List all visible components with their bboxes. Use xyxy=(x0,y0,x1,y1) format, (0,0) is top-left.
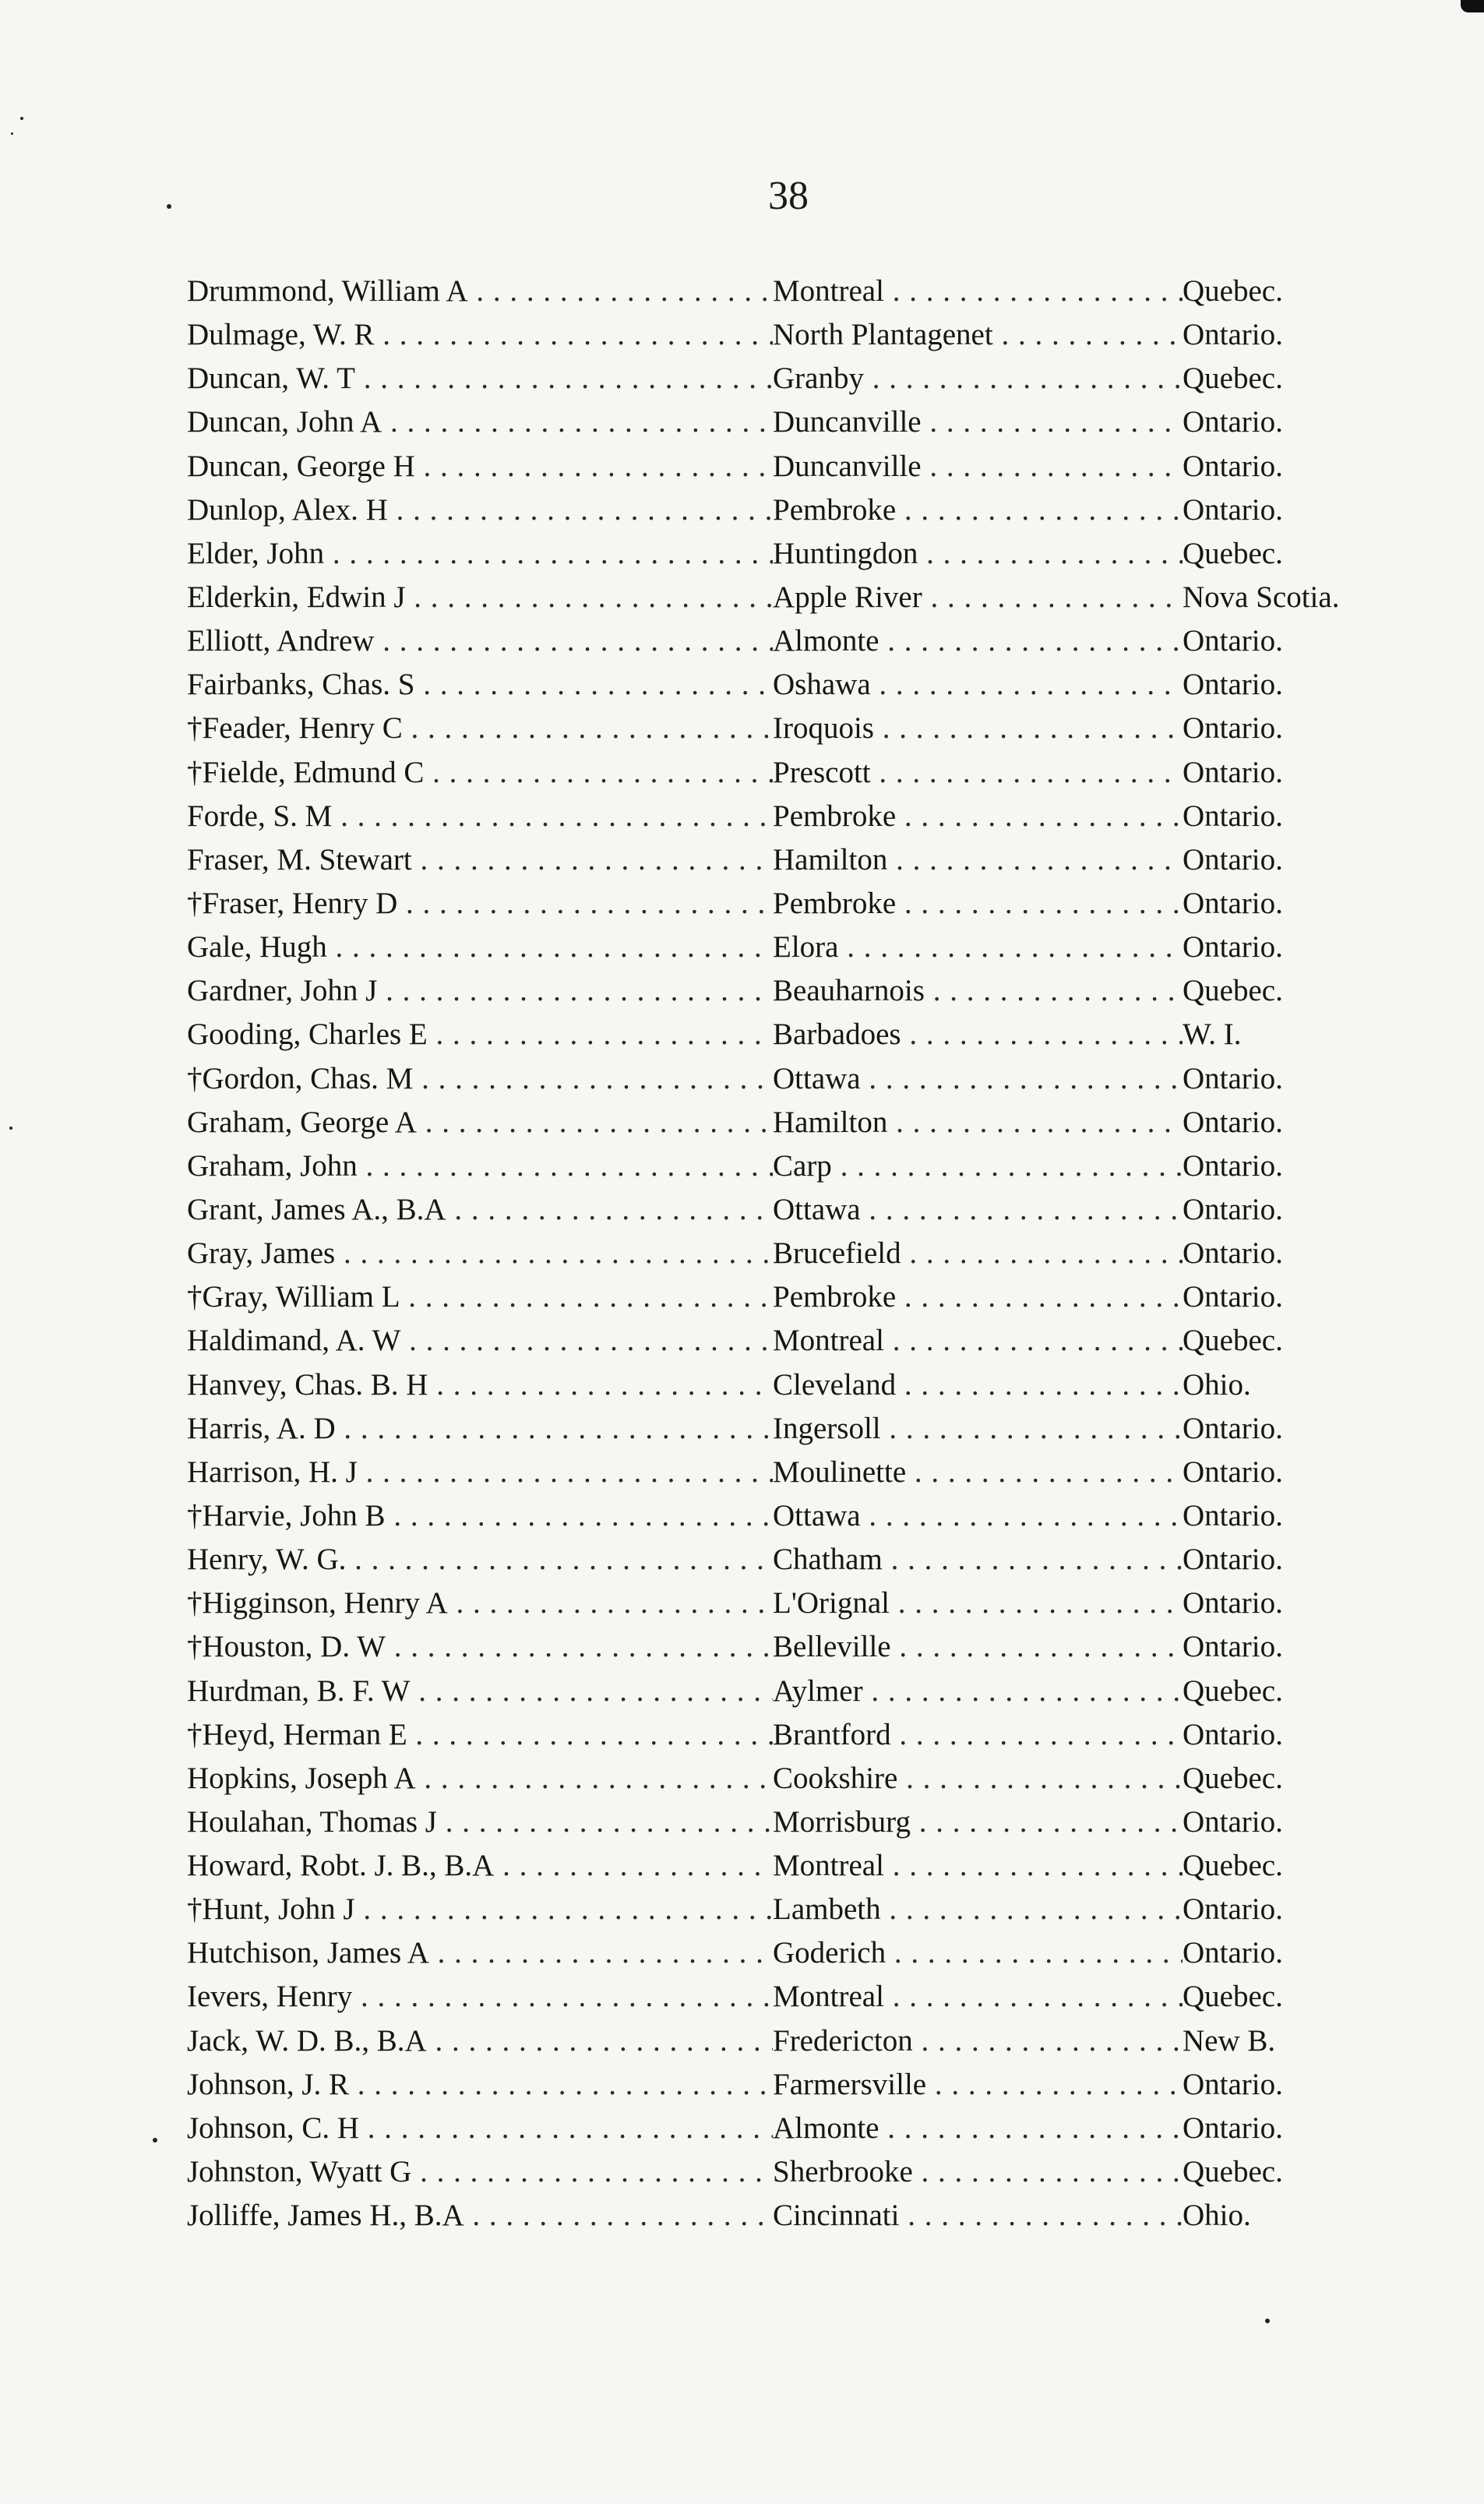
entry-province: Quebec. xyxy=(1183,2155,1283,2189)
entry-province: Ohio. xyxy=(1183,2199,1251,2233)
entry-name: Ievers, Henry . . . xyxy=(187,1975,773,2019)
entry-province: Ontario. xyxy=(1183,492,1283,527)
entry-province: Ontario. xyxy=(1183,1498,1283,1532)
entry-province: Ontario. xyxy=(1183,449,1283,483)
list-entry xyxy=(187,1625,1387,1669)
entry-city: Huntingdon . . . xyxy=(773,532,1183,576)
entry-city: Fredericton . . . xyxy=(773,2019,1183,2063)
entry-name: Howard, Robt. J. B., B.A . . . xyxy=(187,1844,773,1888)
entry-city: Iroquois . . . xyxy=(773,707,1183,750)
entry-province: Ontario. xyxy=(1183,1455,1283,1489)
entry-city: Barbadoes . . . xyxy=(773,1013,1183,1056)
edge-ink-mark xyxy=(1461,0,1484,12)
list-entry xyxy=(187,270,1387,313)
list-entry xyxy=(187,357,1387,400)
entry-name: Houlahan, Thomas J . . . xyxy=(187,1800,773,1844)
entry-city: Aylmer . . . xyxy=(773,1670,1183,1713)
entry-name: Hanvey, Chas. B. H . . . xyxy=(187,1363,773,1407)
entry-name: Forde, S. M . . . xyxy=(187,795,773,838)
list-entry xyxy=(187,619,1387,663)
entry-name: Harris, A. D . . . xyxy=(187,1407,773,1451)
entry-city: Ottawa . . . xyxy=(773,1057,1183,1101)
list-entry xyxy=(187,1888,1387,1931)
entry-name: Drummond, William A . . . xyxy=(187,270,773,313)
list-entry xyxy=(187,2107,1387,2150)
entry-province: Quebec. xyxy=(1183,1324,1283,1358)
entry-province: Ontario. xyxy=(1183,1192,1283,1226)
entry-name: Dulmage, W. R . . . xyxy=(187,313,773,357)
entry-name: Duncan, W. T . . . xyxy=(187,357,773,400)
ink-speck xyxy=(153,2138,157,2143)
ink-speck xyxy=(20,117,23,120)
entry-city: Duncanville . . . xyxy=(773,445,1183,488)
list-entry xyxy=(187,1188,1387,1232)
list-entry xyxy=(187,532,1387,576)
entry-name: Grant, James A., B.A . . . xyxy=(187,1188,773,1232)
entry-city: Montreal . . . xyxy=(773,1319,1183,1363)
entry-city: Pembroke . . . xyxy=(773,488,1183,532)
list-entry xyxy=(187,1670,1387,1713)
entry-city: L'Orignal . . . xyxy=(773,1582,1183,1625)
entry-province: Ontario. xyxy=(1183,1804,1283,1839)
entry-name: †Fielde, Edmund C . . . xyxy=(187,751,773,795)
entry-province: Ontario. xyxy=(1183,624,1283,658)
entry-name: Gardner, John J . . . xyxy=(187,969,773,1013)
list-entry xyxy=(187,795,1387,838)
list-entry xyxy=(187,576,1387,619)
entry-name: Johnson, C. H . . . xyxy=(187,2107,773,2150)
entry-province: Nova Scotia. xyxy=(1183,580,1340,614)
list-entry xyxy=(187,1800,1387,1844)
entry-province: Ontario. xyxy=(1183,1892,1283,1927)
entry-province: Quebec. xyxy=(1183,1849,1283,1883)
entry-name: Fairbanks, Chas. S . . . xyxy=(187,663,773,707)
entry-province: New B. xyxy=(1183,2023,1276,2058)
entry-province: Ontario. xyxy=(1183,318,1283,352)
entry-province: Quebec. xyxy=(1183,1761,1283,1795)
entry-city: Prescott . . . xyxy=(773,751,1183,795)
entry-province: Ontario. xyxy=(1183,405,1283,439)
entry-province: Ontario. xyxy=(1183,1411,1283,1445)
list-entry xyxy=(187,663,1387,707)
list-entry xyxy=(187,1232,1387,1275)
entry-city: Hamilton . . . xyxy=(773,1101,1183,1144)
list-entry xyxy=(187,838,1387,882)
entry-city: Almonte . . . xyxy=(773,2107,1183,2150)
entry-name: Jack, W. D. B., B.A . . . xyxy=(187,2019,773,2063)
list-entry xyxy=(187,1451,1387,1494)
entry-name: Johnson, J. R . . . xyxy=(187,2063,773,2107)
entry-province: Ontario. xyxy=(1183,1148,1283,1183)
list-entry xyxy=(187,488,1387,532)
list-entry xyxy=(187,1844,1387,1888)
entry-name: †Houston, D. W . . . xyxy=(187,1625,773,1669)
entry-province: Ontario. xyxy=(1183,1936,1283,1970)
entry-city: Farmersville . . . xyxy=(773,2063,1183,2107)
entry-city: Lambeth . . . xyxy=(773,1888,1183,1931)
entry-name: Elderkin, Edwin J . . . xyxy=(187,576,773,619)
entry-city: Elora . . . xyxy=(773,926,1183,969)
list-entry xyxy=(187,1975,1387,2019)
entry-city: Goderich . . . xyxy=(773,1931,1183,1975)
entry-province: Quebec. xyxy=(1183,536,1283,570)
entry-name: Haldimand, A. W . . . xyxy=(187,1319,773,1363)
list-entry xyxy=(187,445,1387,488)
entry-city: Pembroke . . . xyxy=(773,795,1183,838)
list-entry xyxy=(187,882,1387,926)
list-entry xyxy=(187,1363,1387,1407)
entry-city: Ottawa . . . xyxy=(773,1494,1183,1538)
entry-province: Quebec. xyxy=(1183,1980,1283,2014)
entry-name: Elliott, Andrew . . . xyxy=(187,619,773,663)
entry-city: Pembroke . . . xyxy=(773,882,1183,926)
ink-speck xyxy=(1265,2319,1270,2323)
list-entry xyxy=(187,1931,1387,1975)
entry-city: Carp . . . xyxy=(773,1144,1183,1188)
list-entry xyxy=(187,1275,1387,1319)
entry-city: Granby . . . xyxy=(773,357,1183,400)
entry-province: Ontario. xyxy=(1183,799,1283,833)
entry-province: Quebec. xyxy=(1183,974,1283,1008)
entry-city: Montreal . . . xyxy=(773,1975,1183,2019)
list-entry xyxy=(187,1013,1387,1056)
entry-name: Graham, George A . . . xyxy=(187,1101,773,1144)
entry-city: Cookshire . . . xyxy=(773,1757,1183,1800)
entry-province: Ontario. xyxy=(1183,1105,1283,1139)
entry-province: Ontario. xyxy=(1183,1236,1283,1271)
entry-province: Ontario. xyxy=(1183,1280,1283,1314)
list-entry xyxy=(187,1319,1387,1363)
list-entry xyxy=(187,1144,1387,1188)
list-entry xyxy=(187,1538,1387,1582)
entry-name: Gooding, Charles E . . . xyxy=(187,1013,773,1056)
entry-city: Almonte . . . xyxy=(773,619,1183,663)
entry-province: Quebec. xyxy=(1183,1673,1283,1708)
list-entry xyxy=(187,2019,1387,2063)
page-number: 38 xyxy=(768,174,809,218)
entry-name: †Gray, William L . . . xyxy=(187,1275,773,1319)
entry-city: Brucefield . . . xyxy=(773,1232,1183,1275)
list-entry xyxy=(187,313,1387,357)
entry-city: Cincinnati . . . xyxy=(773,2194,1183,2238)
list-entry xyxy=(187,1582,1387,1625)
list-entry xyxy=(187,1713,1387,1757)
entry-province: Ontario. xyxy=(1183,1543,1283,1577)
list-entry xyxy=(187,2063,1387,2107)
entry-name: Duncan, John A . . . xyxy=(187,400,773,444)
ink-speck xyxy=(9,1127,12,1130)
list-entry xyxy=(187,2194,1387,2238)
list-entry xyxy=(187,707,1387,750)
entry-province: Ontario. xyxy=(1183,1717,1283,1751)
entry-city: North Plantagenet . . . xyxy=(773,313,1183,357)
list-entry xyxy=(187,969,1387,1013)
entry-name: Gray, James . . . xyxy=(187,1232,773,1275)
ink-speck xyxy=(11,132,13,135)
entry-province: Ontario. xyxy=(1183,711,1283,746)
entry-city: Apple River . . . xyxy=(773,576,1183,619)
entry-province: Ontario. xyxy=(1183,2067,1283,2101)
entry-city: Duncanville . . . xyxy=(773,400,1183,444)
entry-name: Hutchison, James A . . . xyxy=(187,1931,773,1975)
list-entry xyxy=(187,751,1387,795)
list-entry xyxy=(187,400,1387,444)
entry-province: Ontario. xyxy=(1183,842,1283,876)
entry-city: Ottawa . . . xyxy=(773,1188,1183,1232)
entry-city: Montreal . . . xyxy=(773,1844,1183,1888)
entry-name: Dunlop, Alex. H . . . xyxy=(187,488,773,532)
entry-name: Duncan, George H . . . xyxy=(187,445,773,488)
entry-city: Hamilton . . . xyxy=(773,838,1183,882)
entry-name: †Feader, Henry C . . . xyxy=(187,707,773,750)
entry-city: Chatham . . . xyxy=(773,1538,1183,1582)
entry-name: Johnston, Wyatt G . . . xyxy=(187,2150,773,2194)
entry-city: Morrisburg . . . xyxy=(773,1800,1183,1844)
entry-province: Ontario. xyxy=(1183,668,1283,702)
entry-name: Elder, John . . . xyxy=(187,532,773,576)
entry-name: Hopkins, Joseph A . . . xyxy=(187,1757,773,1800)
entry-name: †Harvie, John B . . . xyxy=(187,1494,773,1538)
list-entry xyxy=(187,1757,1387,1800)
list-entry xyxy=(187,2150,1387,2194)
entry-city: Montreal . . . xyxy=(773,270,1183,313)
list-entry xyxy=(187,926,1387,969)
entry-province: Ontario. xyxy=(1183,886,1283,920)
entry-name: †Fraser, Henry D . . . xyxy=(187,882,773,926)
entry-city: Sherbrooke . . . xyxy=(773,2150,1183,2194)
list-entry xyxy=(187,1494,1387,1538)
entry-province: Ontario. xyxy=(1183,930,1283,965)
entry-name: †Gordon, Chas. M . . . xyxy=(187,1057,773,1101)
entry-name: Henry, W. G. . . . xyxy=(187,1538,773,1582)
entry-province: W. I. xyxy=(1183,1017,1242,1052)
entry-name: Jolliffe, James H., B.A . . . xyxy=(187,2194,773,2238)
entry-name: †Higginson, Henry A . . . xyxy=(187,1582,773,1625)
entry-province: Ontario. xyxy=(1183,1586,1283,1621)
entry-city: Oshawa . . . xyxy=(773,663,1183,707)
entry-city: Belleville . . . xyxy=(773,1625,1183,1669)
entry-name: Harrison, H. J . . . xyxy=(187,1451,773,1494)
entry-province: Ontario. xyxy=(1183,2111,1283,2145)
entry-province: Ohio. xyxy=(1183,1367,1251,1402)
entry-name: †Hunt, John J . . . xyxy=(187,1888,773,1931)
list-entry xyxy=(187,1101,1387,1144)
entry-city: Beauharnois . . . xyxy=(773,969,1183,1013)
entry-city: Cleveland . . . xyxy=(773,1363,1183,1407)
entry-name: Graham, John . . . xyxy=(187,1144,773,1188)
entry-city: Ingersoll . . . xyxy=(773,1407,1183,1451)
entry-name: Fraser, M. Stewart . . . xyxy=(187,838,773,882)
entry-list xyxy=(187,270,1387,2238)
entry-name: Gale, Hugh . . . xyxy=(187,926,773,969)
entry-province: Quebec. xyxy=(1183,274,1283,308)
entry-city: Brantford . . . xyxy=(773,1713,1183,1757)
entry-province: Ontario. xyxy=(1183,755,1283,789)
entry-city: Moulinette . . . xyxy=(773,1451,1183,1494)
entry-province: Ontario. xyxy=(1183,1630,1283,1664)
entry-name: Hurdman, B. F. W . . . xyxy=(187,1670,773,1713)
entry-province: Quebec. xyxy=(1183,361,1283,396)
entry-province: Ontario. xyxy=(1183,1061,1283,1095)
entry-city: Pembroke . . . xyxy=(773,1275,1183,1319)
list-entry xyxy=(187,1057,1387,1101)
list-entry xyxy=(187,1407,1387,1451)
entry-name: †Heyd, Herman E . . . xyxy=(187,1713,773,1757)
